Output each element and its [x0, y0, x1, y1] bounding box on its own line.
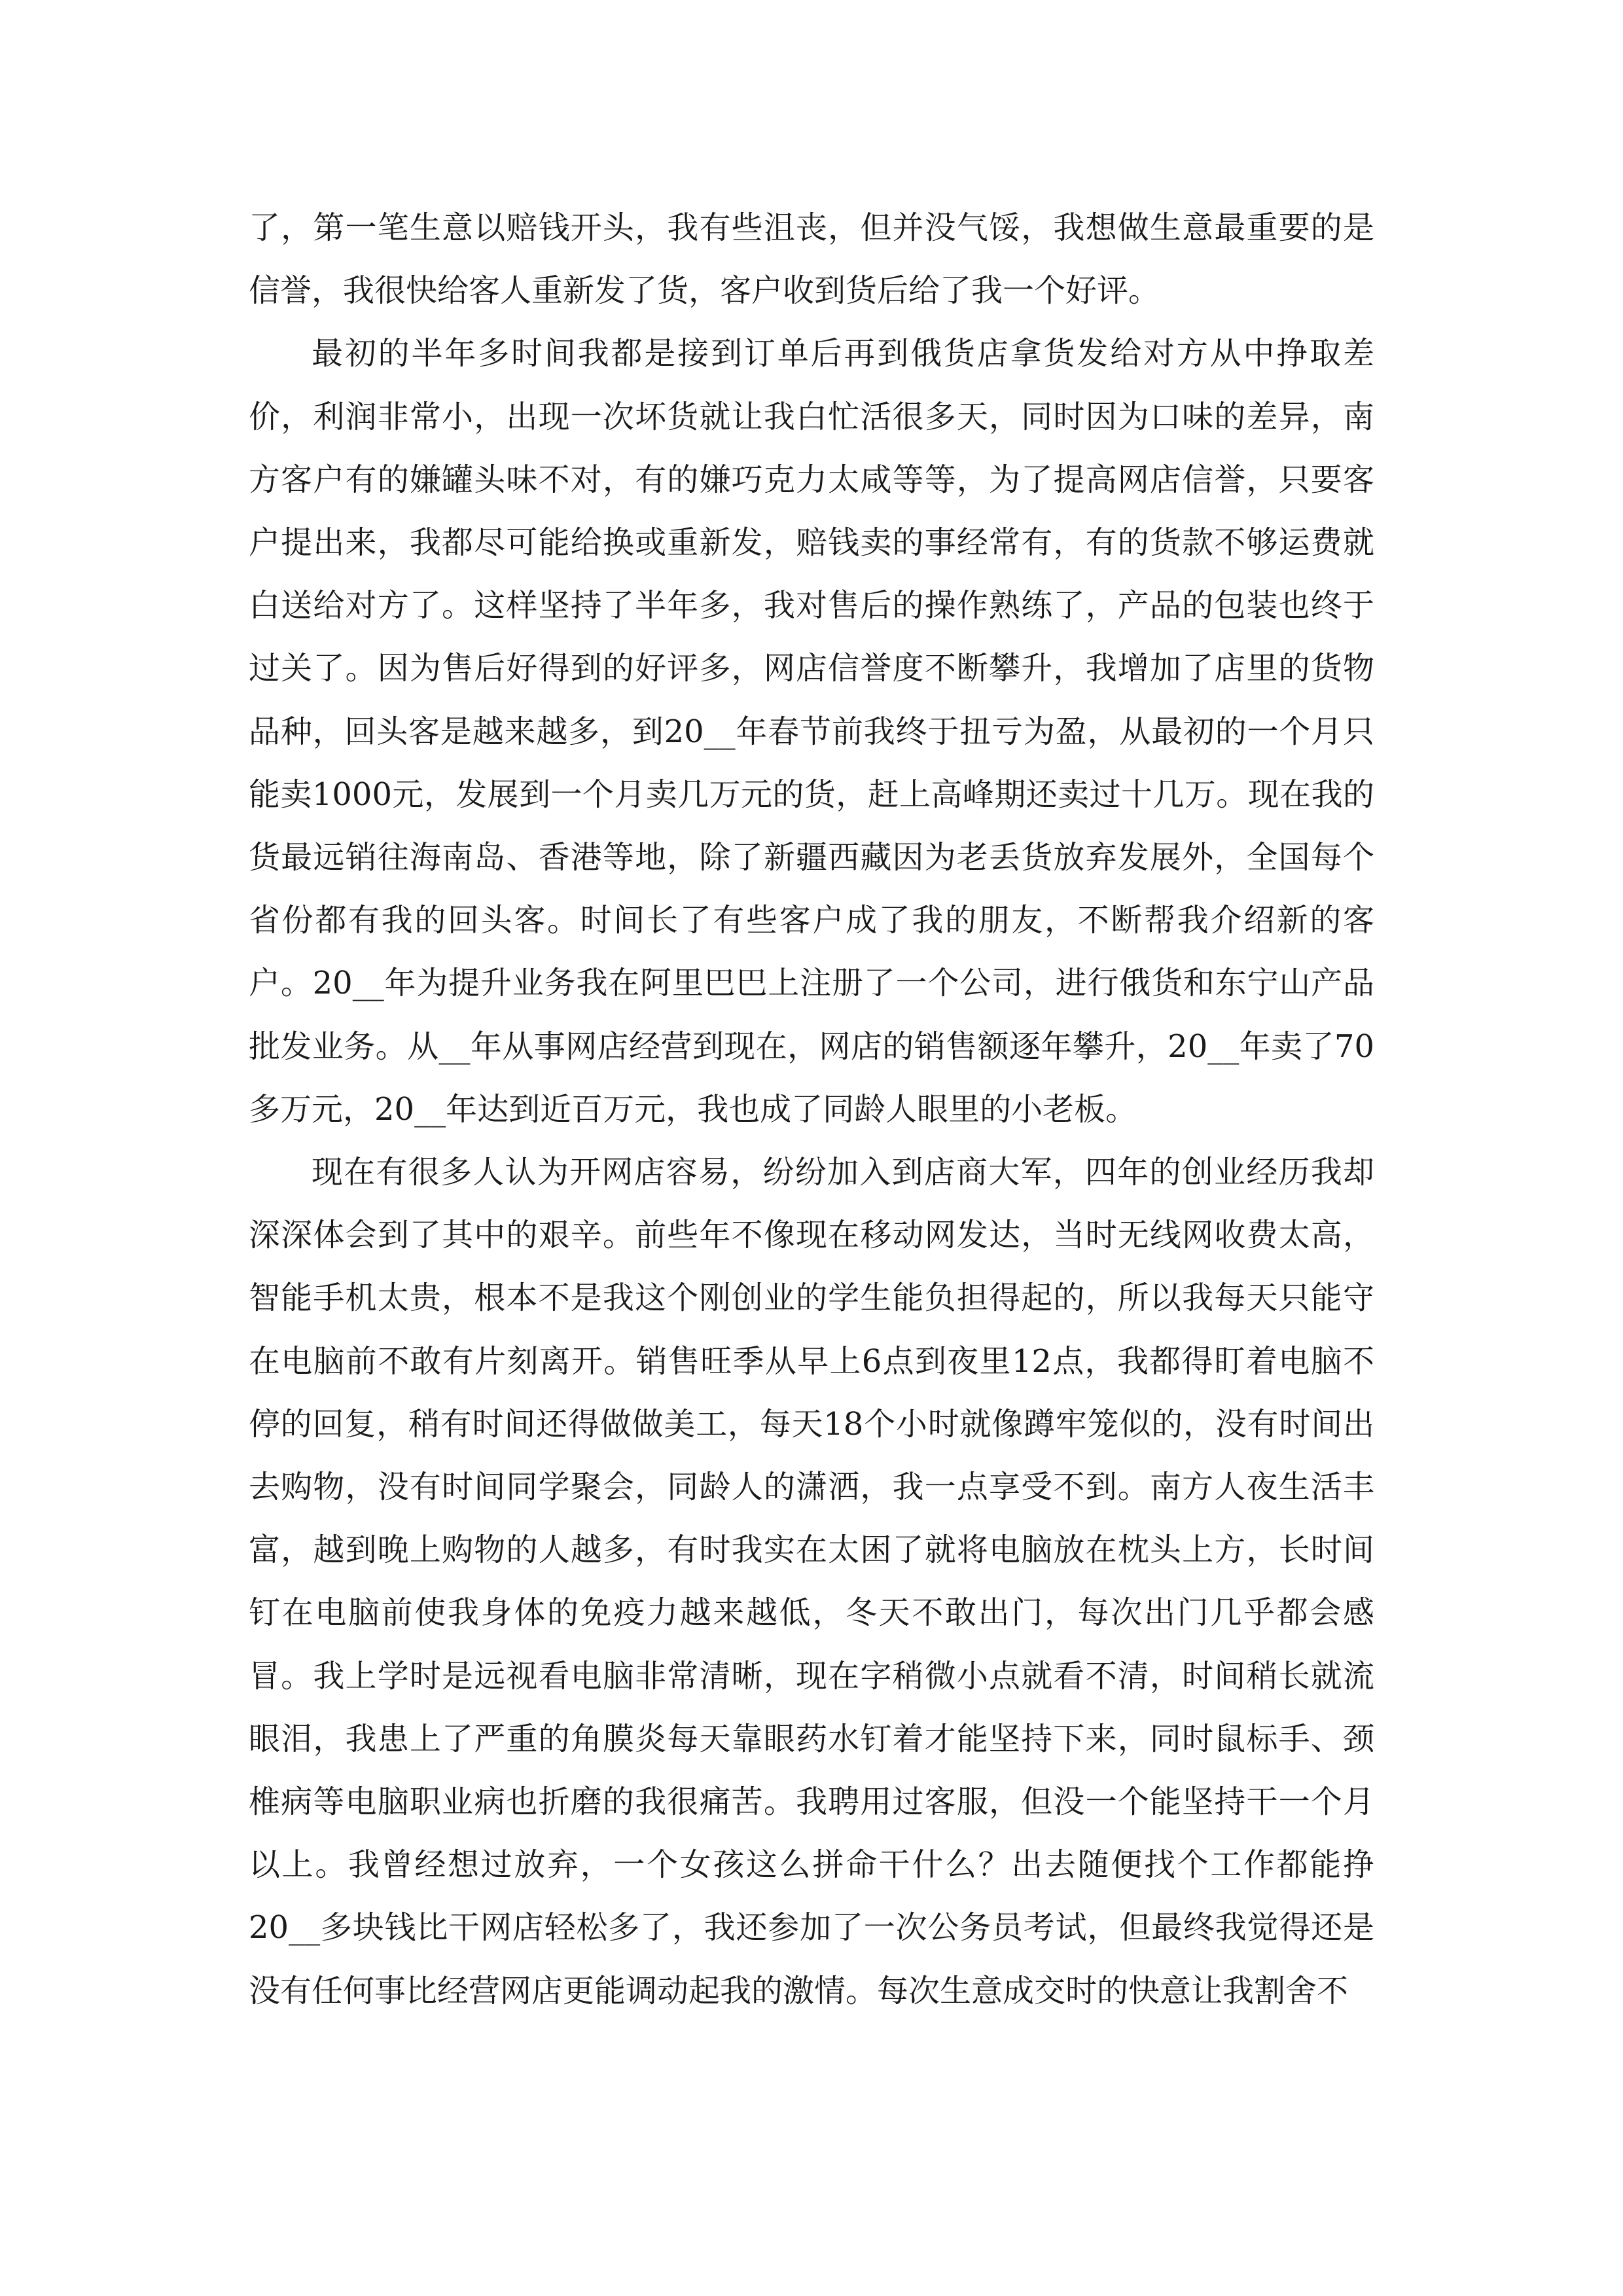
paragraph-first-half-year: 最初的半年多时间我都是接到订单后再到俄货店拿货发给对方从中挣取差价，利润非常小，出现一次坏货就让我白忙活很多天，同时因为口味的差异，南方客户有的嫌罐头味不对，有的嫌巧克力太咸等等，为了提高网店信誉，只要客户提出来，我都尽可能给换或重新发，赔钱卖的事经常有，有的货款不够运费就白送给对方了。这样坚持了半年多，我对售后的操作熟练了，产品的包装也终于过关了。因为售后好得到的好评多，网店信誉度不断攀升，我增加了店里的货物品种，回头客是越来越多，到20__年春节前我终于扭亏为盈，从最初的一个月只能卖1000元，发展到一个月卖几万元的货，赶上高峰期还卖过十几万。现在我的货最远销往海南岛、香港等地，除了新疆西藏因为老丢货放弃发展外，全国每个省份都有我的回头客。时间长了有些客户成了我的朋友，不断帮我介绍新的客户。20__年为提升业务我在阿里巴巴上注册了一个公司，进行俄货和东宁山产品批发业务。从__年从事网店经营到现在，网店的销售额逐年攀升，20__年卖了70多万元，20__年达到近百万元，我也成了同龄人眼里的小老板。	[249, 335, 1374, 1128]
document-body	[249, 196, 1374, 2022]
paragraph-continued: 了，第一笔生意以赔钱开头，我有些沮丧，但并没气馁，我想做生意最重要的是信誉，我很快给客人重新发了货，客户收到货后给了我一个好评。	[249, 209, 1374, 310]
paragraph-hardship: 现在有很多人认为开网店容易，纷纷加入到店商大军，四年的创业经历我却深深体会到了其中的艰辛。前些年不像现在移动网发达，当时无线网收费太高，智能手机太贵，根本不是我这个刚创业的学生能负担得起的，所以我每天只能守在电脑前不敢有片刻离开。销售旺季从早上6点到夜里12点，我都得盯着电脑不停的回复，稍有时间还得做做美工，每天18个小时就像蹲牢笼似的，没有时间出去购物，没有时间同学聚会，同龄人的潇洒，我一点享受不到。南方人夜生活丰富，越到晚上购物的人越多，有时我实在太困了就将电脑放在枕头上方，长时间钉在电脑前使我身体的免疫力越来越低，冬天不敢出门，每次出门几乎都会感冒。我上学时是远视看电脑非常清晰，现在字稍微小点就看不清，时间稍长就流眼泪，我患上了严重的角膜炎每天靠眼药水钉着才能坚持下来，同时鼠标手、颈椎病等电脑职业病也折磨的我很痛苦。我聘用过客服，但没一个能坚持干一个月以上。我曾经想过放弃，一个女孩这么拼命干什么？出去随便找个工作都能挣20__多块钱比干网店轻松多了，我还参加了一次公务员考试，但最终我觉得还是没有任何事比经营网店更能调动起我的激情。每次生意成交时的快意让我割舍不	[249, 1154, 1374, 2009]
